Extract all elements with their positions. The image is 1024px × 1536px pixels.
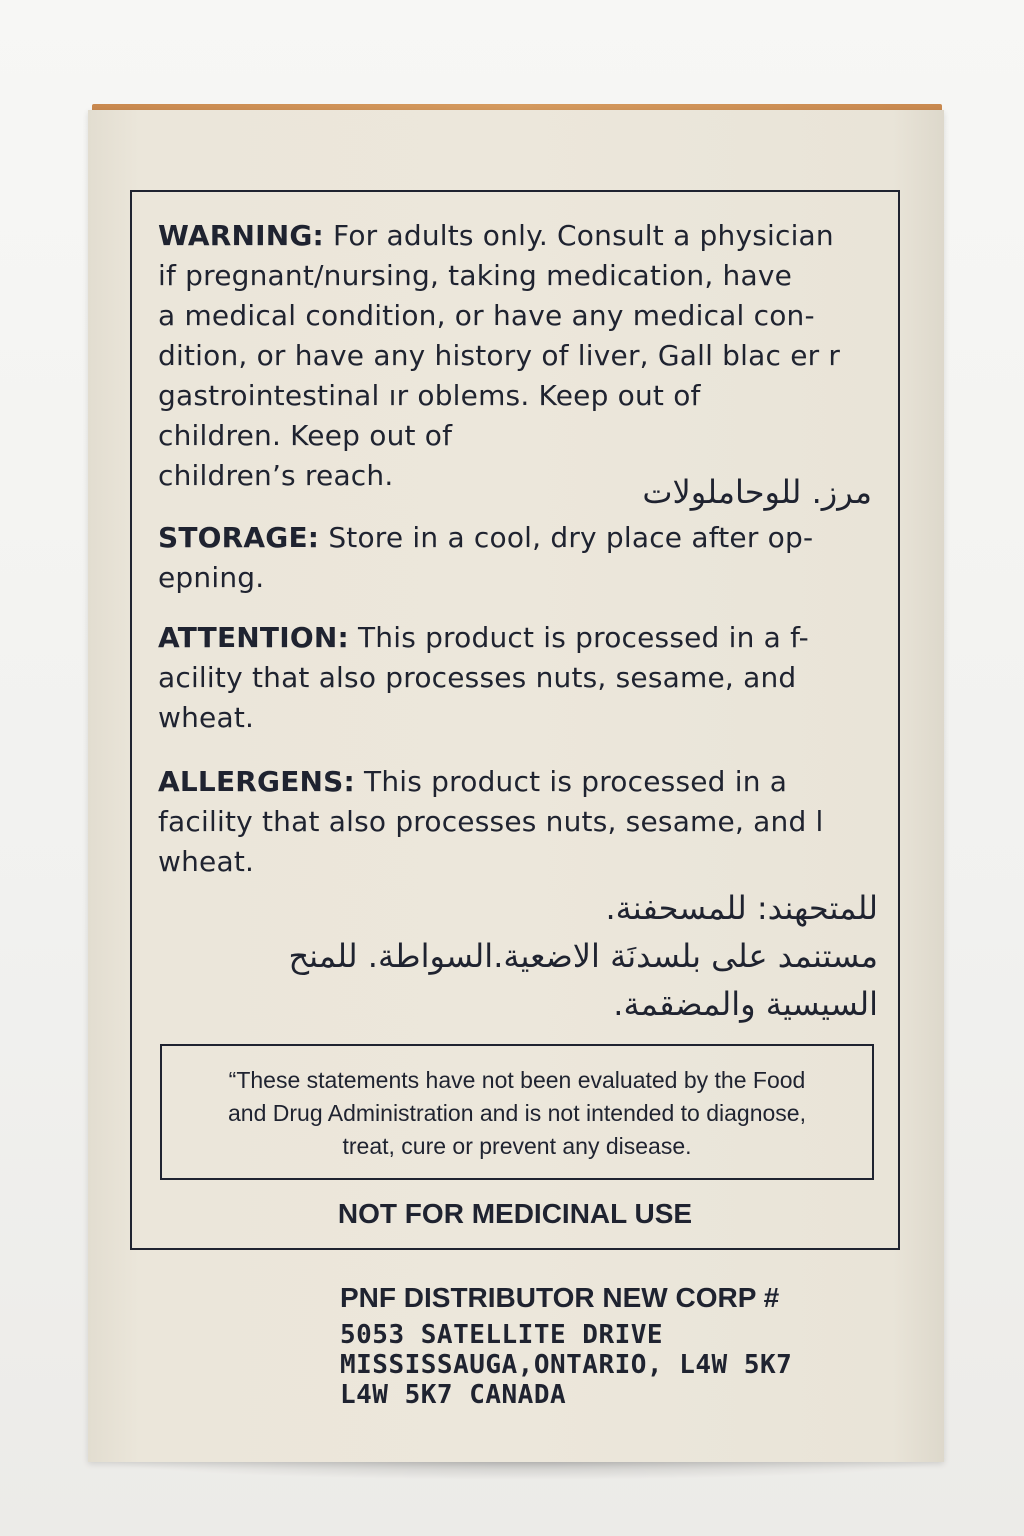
distributor-address [340, 1320, 900, 1410]
allergens-line-2: facility that also processes nuts, sesame, and l [158, 805, 824, 838]
address-line-2: MISSISSAUGA,ONTARIO, L4W 5K7 [340, 1350, 793, 1380]
allergens-arabic-line-1: للمتحهند: للمسحفنة. [605, 889, 878, 927]
attention-line-2: acility that also processes nuts, sesame, and [158, 661, 797, 694]
disclaimer-line-2: and Drug Administration and is not intended to diagnose, [228, 1100, 806, 1126]
allergens-label: ALLERGENS: [158, 765, 355, 798]
warning-line-2: if pregnant/nursing, taking medication, have [158, 259, 793, 292]
warning-section [158, 216, 878, 496]
warning-line-5: gastrointestinal ır oblems. Keep out of [158, 379, 701, 412]
disclaimer-line-1: “These statements have not been evaluated by the Food [228, 1067, 806, 1093]
address-line-1: 5053 SATELLITE DRIVE [340, 1320, 664, 1350]
storage-line-2: epning. [158, 561, 265, 594]
allergens-arabic-line-2: مستنمد على بلسدنَة الاضعية.السواطة. للمنح [288, 937, 878, 975]
allergens-line-1: ALLERGENS: This product is processed in a [158, 765, 788, 798]
warning-line-3: a medical condition, or have any medical con- [158, 299, 815, 332]
attention-section [158, 618, 878, 738]
warning-label: WARNING: [158, 219, 324, 252]
storage-section [158, 518, 878, 598]
storage-label: STORAGE: [158, 521, 320, 554]
warning-line-1: WARNING: For adults only. Consult a physician [158, 219, 834, 252]
storage-line-1: STORAGE: Store in a cool, dry place after op- [158, 521, 814, 554]
attention-line-1: ATTENTION: This product is processed in a f- [158, 621, 809, 654]
fda-disclaimer-box [160, 1044, 874, 1180]
allergens-line-3: wheat. [158, 845, 255, 878]
warning-line-4: dition, or have any history of liver, Gall blac er r [158, 339, 841, 372]
allergens-section [158, 762, 878, 882]
warning-arabic-text: مرز. للوحاملولات [642, 473, 872, 511]
attention-line-3: wheat. [158, 701, 255, 734]
address-line-3: L4W 5K7 CANADA [340, 1380, 567, 1410]
allergens-arabic-line-3: السيسية والمضقمة. [613, 985, 878, 1023]
allergens-arabic-text [158, 884, 878, 1028]
distributor-name: PNF DISTRIBUTOR NEW CORP # [340, 1282, 780, 1313]
warning-line-7: children’s reach. [158, 459, 394, 492]
attention-label: ATTENTION: [158, 621, 349, 654]
warning-line-6: children. Keep out of [158, 419, 453, 452]
disclaimer-line-3: treat, cure or prevent any disease. [342, 1133, 692, 1159]
not-for-medicinal-use: NOT FOR MEDICINAL USE [337, 1198, 693, 1229]
